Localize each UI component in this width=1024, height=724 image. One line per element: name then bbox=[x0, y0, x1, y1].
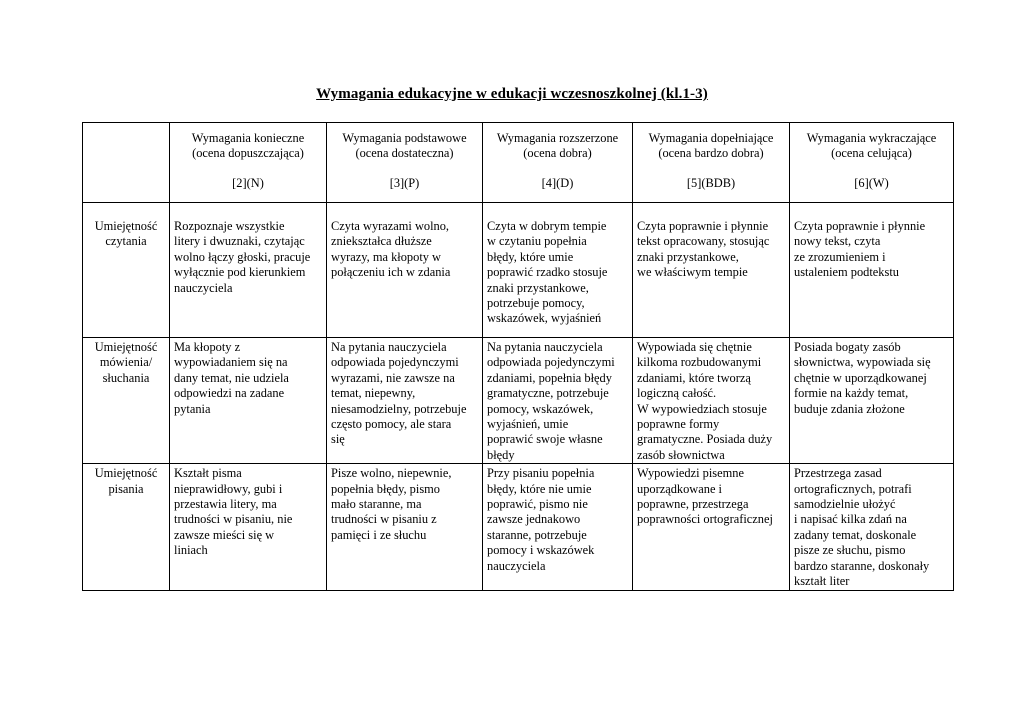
cell-line: Wypowiedzi pisemne bbox=[637, 466, 744, 481]
cell-line: Na pytania nauczyciela bbox=[487, 340, 603, 354]
cell-line: się bbox=[331, 432, 345, 447]
cell-line: tekst opracowany, stosując bbox=[637, 234, 770, 249]
cell-line: Kształt pisma bbox=[174, 466, 242, 481]
cell-czytanie-dopelniajace bbox=[633, 203, 790, 338]
cell-line: gramatyczne. Posiada duży bbox=[637, 432, 773, 447]
cell-line: formie na każdy temat, bbox=[794, 386, 909, 401]
cell-line: Ma kłopoty z bbox=[174, 340, 241, 354]
cell-line: ustaleniem podtekstu bbox=[794, 265, 899, 280]
row-label-mowienie bbox=[83, 338, 170, 464]
cell-line: gramatyczne, potrzebuje bbox=[487, 386, 609, 401]
cell-line: połączeniu ich w zdania bbox=[331, 265, 451, 280]
column-code: [3](P) bbox=[389, 175, 420, 190]
cell-line: buduje zdania złożone bbox=[794, 401, 905, 416]
cell-line: samodzielnie ułożyć bbox=[794, 497, 896, 512]
cell-line: przestawia litery, ma bbox=[174, 497, 277, 512]
row-pisanie bbox=[83, 464, 954, 590]
cell-line: odpowiada pojedynczymi bbox=[331, 355, 459, 370]
cell-line: pamięci i ze słuchu bbox=[331, 527, 427, 542]
cell-line: błędy bbox=[487, 447, 515, 462]
cell-line: poprawić swoje własne bbox=[487, 432, 603, 447]
cell-line: poprawić rzadko stosuje bbox=[487, 265, 608, 280]
column-name: Wymagania konieczne bbox=[191, 131, 305, 145]
cell-pisanie-konieczne bbox=[170, 464, 327, 590]
cell-line: chętnie w uporządkowanej bbox=[794, 370, 927, 385]
row-label-line: słuchania bbox=[102, 370, 150, 385]
row-czytanie bbox=[83, 203, 954, 338]
cell-line: wskazówek, wyjaśnień bbox=[487, 311, 602, 326]
column-code: [2](N) bbox=[232, 175, 264, 190]
cell-line: wyjaśnień, umie bbox=[487, 417, 569, 432]
cell-line: znaki przystankowe, bbox=[487, 280, 589, 295]
cell-line: wyrazy, ma kłopoty w bbox=[331, 249, 441, 264]
header-cell-rozszerzone bbox=[483, 123, 633, 203]
cell-line: ze zrozumieniem i bbox=[794, 249, 886, 264]
cell-czytanie-rozszerzone bbox=[483, 203, 633, 338]
row-label-line: Umiejętność bbox=[94, 466, 158, 481]
cell-line: bardzo staranne, doskonały bbox=[794, 558, 930, 573]
cell-mowienie-dopelniajace bbox=[633, 338, 790, 464]
cell-line: zasób słownictwa bbox=[637, 447, 725, 462]
cell-line: staranne, potrzebuje bbox=[487, 527, 587, 542]
cell-line: zdaniami, popełnia błędy bbox=[487, 370, 612, 385]
cell-line: ortograficznych, potrafi bbox=[794, 481, 912, 496]
cell-line: Pisze wolno, niepewnie, bbox=[331, 466, 452, 481]
column-code: [5](BDB) bbox=[686, 175, 736, 190]
cell-line: w czytaniu popełnia bbox=[487, 234, 587, 249]
cell-line: pomocy, wskazówek, bbox=[487, 401, 594, 416]
cell-line: trudności w pisaniu, nie bbox=[174, 512, 293, 527]
cell-line: nowy tekst, czyta bbox=[794, 234, 881, 249]
header-cell-dopelniajace bbox=[633, 123, 790, 203]
cell-line: kilkoma rozbudowanymi bbox=[637, 355, 762, 370]
cell-line: uporządkowane i bbox=[637, 481, 722, 496]
cell-line: Czyta poprawnie i płynnie bbox=[794, 219, 926, 233]
cell-pisanie-wykraczajace bbox=[790, 464, 954, 590]
cell-pisanie-podstawowe bbox=[327, 464, 483, 590]
cell-line: słownictwa, wypowiada się bbox=[794, 355, 931, 370]
row-label-pisanie bbox=[83, 464, 170, 590]
cell-line: niesamodzielny, potrzebuje bbox=[331, 401, 467, 416]
cell-line: pisze ze słuchu, pismo bbox=[794, 543, 906, 558]
cell-czytanie-podstawowe bbox=[327, 203, 483, 338]
cell-line: zawsze mieści się w bbox=[174, 527, 275, 542]
requirements-table bbox=[82, 122, 954, 591]
cell-line: zadany temat, doskonale bbox=[794, 527, 917, 542]
document-title: Wymagania edukacyjne w edukacji wczesnoszkolnej (kl.1-3) bbox=[316, 86, 708, 102]
cell-line: Czyta wyrazami wolno, bbox=[331, 219, 450, 233]
header-cell-podstawowe bbox=[327, 123, 483, 203]
column-grade: (ocena dopuszczająca) bbox=[192, 146, 304, 161]
cell-line: W wypowiedziach stosuje bbox=[637, 401, 767, 416]
cell-line: poprawne, przestrzega bbox=[637, 497, 749, 512]
cell-line: pomocy i wskazówek bbox=[487, 543, 595, 558]
cell-line: odpowiedzi na zadane bbox=[174, 386, 285, 401]
cell-line: zawsze jednakowo bbox=[487, 512, 581, 527]
cell-line: nauczyciela bbox=[487, 558, 546, 573]
column-grade: (ocena dobra) bbox=[523, 146, 592, 161]
row-label-line: Umiejętność bbox=[94, 340, 158, 354]
cell-line: poprawności ortograficznej bbox=[637, 512, 773, 527]
column-code: [4](D) bbox=[541, 175, 574, 190]
cell-line: potrzebuje pomocy, bbox=[487, 296, 585, 311]
cell-pisanie-dopelniajace bbox=[633, 464, 790, 590]
cell-line: Rozpoznaje wszystkie bbox=[174, 219, 285, 233]
cell-line: nieprawidłowy, gubi i bbox=[174, 481, 283, 496]
cell-line: logiczną całość. bbox=[637, 386, 717, 401]
column-code: [6](W) bbox=[854, 175, 889, 190]
row-mowienie bbox=[83, 338, 954, 464]
cell-line: popełnia błędy, pismo bbox=[331, 481, 440, 496]
cell-line: wyrazami, nie zawsze na bbox=[331, 370, 455, 385]
cell-mowienie-rozszerzone bbox=[483, 338, 633, 464]
cell-line: we właściwym tempie bbox=[637, 265, 748, 280]
cell-line: znaki przystankowe, bbox=[637, 249, 739, 264]
cell-pisanie-rozszerzone bbox=[483, 464, 633, 590]
cell-line: zdaniami, które tworzą bbox=[637, 370, 751, 385]
cell-line: nauczyciela bbox=[174, 280, 233, 295]
column-grade: (ocena bardzo dobra) bbox=[658, 146, 764, 161]
cell-line: liniach bbox=[174, 543, 208, 558]
cell-line: Przestrzega zasad bbox=[794, 466, 882, 481]
cell-line: często pomocy, ale stara bbox=[331, 417, 452, 432]
cell-line: poprawić, pismo nie bbox=[487, 497, 588, 512]
cell-line: wyłącznie pod kierunkiem bbox=[174, 265, 306, 280]
column-name: Wymagania wykraczające bbox=[806, 131, 937, 145]
header-corner-cell bbox=[83, 123, 170, 203]
cell-line: Czyta w dobrym tempie bbox=[487, 219, 607, 233]
column-name: Wymagania podstawowe bbox=[342, 131, 467, 145]
cell-line: Posiada bogaty zasób bbox=[794, 340, 901, 354]
row-label-line: mówienia/ bbox=[99, 355, 153, 370]
column-grade: (ocena celująca) bbox=[831, 146, 912, 161]
cell-line: poprawne formy bbox=[637, 417, 720, 432]
column-name: Wymagania rozszerzone bbox=[496, 131, 619, 145]
cell-line: i napisać kilka zdań na bbox=[794, 512, 907, 527]
cell-line: wolno łączy głoski, pracuje bbox=[174, 249, 311, 264]
cell-line: błędy, które umie bbox=[487, 249, 574, 264]
cell-line: litery i dwuznaki, czytając bbox=[174, 234, 305, 249]
cell-line: mało staranne, ma bbox=[331, 497, 422, 512]
cell-line: Na pytania nauczyciela bbox=[331, 340, 447, 354]
cell-line: kształt liter bbox=[794, 574, 850, 589]
cell-line: trudności w pisaniu z bbox=[331, 512, 437, 527]
header-row bbox=[83, 123, 954, 203]
cell-line: błędy, które nie umie bbox=[487, 481, 592, 496]
cell-line: Przy pisaniu popełnia bbox=[487, 466, 595, 481]
cell-line: pytania bbox=[174, 401, 211, 416]
cell-line: temat, niepewny, bbox=[331, 386, 416, 401]
header-cell-wykraczajace bbox=[790, 123, 954, 203]
header-cell-konieczne bbox=[170, 123, 327, 203]
cell-line: Czyta poprawnie i płynnie bbox=[637, 219, 769, 233]
cell-line: wypowiadaniem się na bbox=[174, 355, 288, 370]
row-label-line: pisania bbox=[108, 481, 144, 496]
row-label-czytanie bbox=[83, 203, 170, 338]
cell-line: odpowiada pojedynczymi bbox=[487, 355, 615, 370]
row-label-line: Umiejętność bbox=[94, 219, 158, 233]
cell-mowienie-konieczne bbox=[170, 338, 327, 464]
cell-czytanie-wykraczajace bbox=[790, 203, 954, 338]
cell-mowienie-podstawowe bbox=[327, 338, 483, 464]
column-grade: (ocena dostateczna) bbox=[355, 146, 454, 161]
row-label-line: czytania bbox=[105, 234, 147, 249]
cell-line: zniekształca dłuższe bbox=[331, 234, 432, 249]
column-name: Wymagania dopełniające bbox=[648, 131, 774, 145]
cell-line: Wypowiada się chętnie bbox=[637, 340, 752, 354]
cell-line: dany temat, nie udziela bbox=[174, 370, 289, 385]
cell-czytanie-konieczne bbox=[170, 203, 327, 338]
cell-mowienie-wykraczajace bbox=[790, 338, 954, 464]
